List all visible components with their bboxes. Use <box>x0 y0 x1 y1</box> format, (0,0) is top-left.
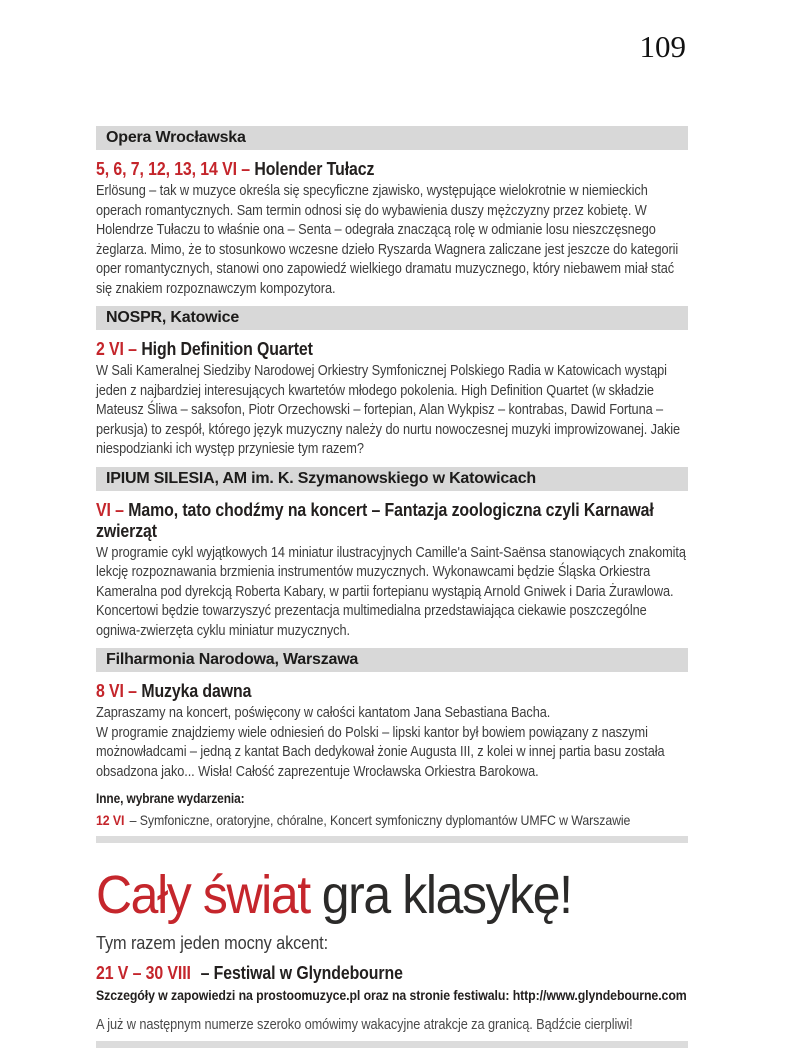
page-number: 109 <box>639 29 686 64</box>
page-content <box>96 126 688 1048</box>
event-date: VI – <box>96 499 124 520</box>
venue-name: Filharmonia Narodowa, Warszawa <box>106 651 359 668</box>
headline-accent: Cały świat <box>96 865 310 925</box>
event-description: W programie cykl wyjątkowych 14 miniatur ilustracyjnych Camille'a Saint-Saënsa stanowiących znakomitą lekcję rozpoznawania brzmienia instrumentów muzycznych. Wykonawcami będzie Śląska Orkiestra Kameralna pod dyrekcją Roberta Kabary, w partii fortepianu wystąpią Arnold Gniwek i Daria Żurawlowa. Koncertowi będzie towarzyszyć prezentacja multimedialna przedstawiająca ciekawie poszczególne ogniwa-zwierzęta cyklu miniatur muzycznych. <box>96 544 686 639</box>
event-description: Erlösung – tak w muzyce określa się specyficzne zjawisko, występujące wielokrotnie w niemieckich operach romantycznych. Sam termin odnosi się do wybawienia duszy mężczyzny przez kobietę. W Holendrze Tułaczu to właśnie ona – Senta – odegrała znaczącą rolę w odmianie losu nieszczęsnego żeglarza. Mimo, że to stosunkowo wczesne dzieło Ryszarda Wagnera zaliczane jest jeszcze do kategorii oper romantycznych, stanowi ono zapowiedź wielkiego dramatu muzycznego, który niebawem miał stać się znakiem rozpoznawczym kompozytora. <box>96 183 679 297</box>
feature-event-title: – Festiwal w Glyndebourne <box>200 963 403 983</box>
other-events-label: Inne, wybrane wydarzenia: <box>96 791 245 806</box>
event-section-ipium-silesia <box>96 467 688 642</box>
venue-header <box>96 126 688 150</box>
event-title: Muzyka dawna <box>141 681 252 701</box>
event-date: 2 VI – <box>96 339 137 359</box>
event-title: Holender Tułacz <box>254 159 375 179</box>
other-event-text: – Symfoniczne, oratoryjne, chóralne, Koncert symfoniczny dyplomantów UMFC w Warszawie <box>129 812 631 828</box>
section-divider <box>96 836 688 843</box>
other-events <box>96 791 688 829</box>
event-heading <box>96 500 688 542</box>
venue-header <box>96 467 688 491</box>
event-heading <box>96 339 688 360</box>
venue-name: NOSPR, Katowice <box>106 309 240 326</box>
headline-rest: gra klasykę! <box>321 865 572 925</box>
footer-note: A już w następnym numerze szeroko omówimy wakacyjne atrakcje za granicą. Bądźcie cierpliwi! <box>96 1017 633 1033</box>
feature-event-date: 21 V – 30 VIII <box>96 963 191 983</box>
feature-details: Szczegóły w zapowiedzi na prostoomuzyce.pl oraz na stronie festiwalu: http://www.glyndebourne.com <box>96 987 687 1003</box>
venue-name: IPIUM SILESIA, AM im. K. Szymanowskiego w Katowicach <box>106 469 536 487</box>
venue-header <box>96 306 688 330</box>
event-heading <box>96 681 688 702</box>
venue-name: Opera Wrocławska <box>106 129 246 146</box>
feature-headline <box>96 863 688 927</box>
event-description: W programie znajdziemy wiele odniesień do Polski – lipski kantor był bowiem powiązany z naszymi możnowładcami – jedną z kantat Bach dedykował żonie Augusta III, z kolei w innej partia basu została obsadzona jako... Wisła! Całość zaprezentuje Wrocławska Orkiestra Barokowa. <box>96 724 665 780</box>
event-heading <box>96 159 688 180</box>
event-title: Mamo, tato chodźmy na koncert – Fantazja zoologiczna czyli Karnawał zwierząt <box>96 499 654 541</box>
bottom-divider <box>96 1041 688 1048</box>
venue-header <box>96 648 688 672</box>
event-section-filharmonia-narodowa <box>96 648 688 782</box>
event-title: High Definition Quartet <box>141 339 313 359</box>
event-section-nospr-katowice <box>96 306 688 460</box>
event-description: W Sali Kameralnej Siedziby Narodowej Orkiestry Symfonicznej Polskiego Radia w Katowicach wystąpi jeden z najbardziej interesujących kwartetów młodego pokolenia. High Definition Quartet (w składzie Mateusz Śliwa – saksofon, Piotr Orzechowski – fortepian, Alan Wykpisz – kontrabas, Dawid Fortuna – perkusja) to zespół, którego język muzyczny należy do nurtu nowoczesnej muzyki improwizowanej. Jakie niespodzianki ich występ przyniesie tym razem? <box>96 363 681 457</box>
feature-intro: Tym razem jeden mocny akcent: <box>96 932 329 953</box>
event-date: 8 VI – <box>96 681 137 701</box>
event-section-opera-wroclawska <box>96 126 688 299</box>
other-events-item <box>96 811 688 829</box>
other-event-date: 12 VI <box>96 812 125 828</box>
event-date: 5, 6, 7, 12, 13, 14 VI – <box>96 159 250 179</box>
event-description: Zapraszamy na koncert, poświęcony w całości kantatom Jana Sebastiana Bacha. <box>96 705 551 721</box>
feature-event-heading <box>96 963 688 984</box>
